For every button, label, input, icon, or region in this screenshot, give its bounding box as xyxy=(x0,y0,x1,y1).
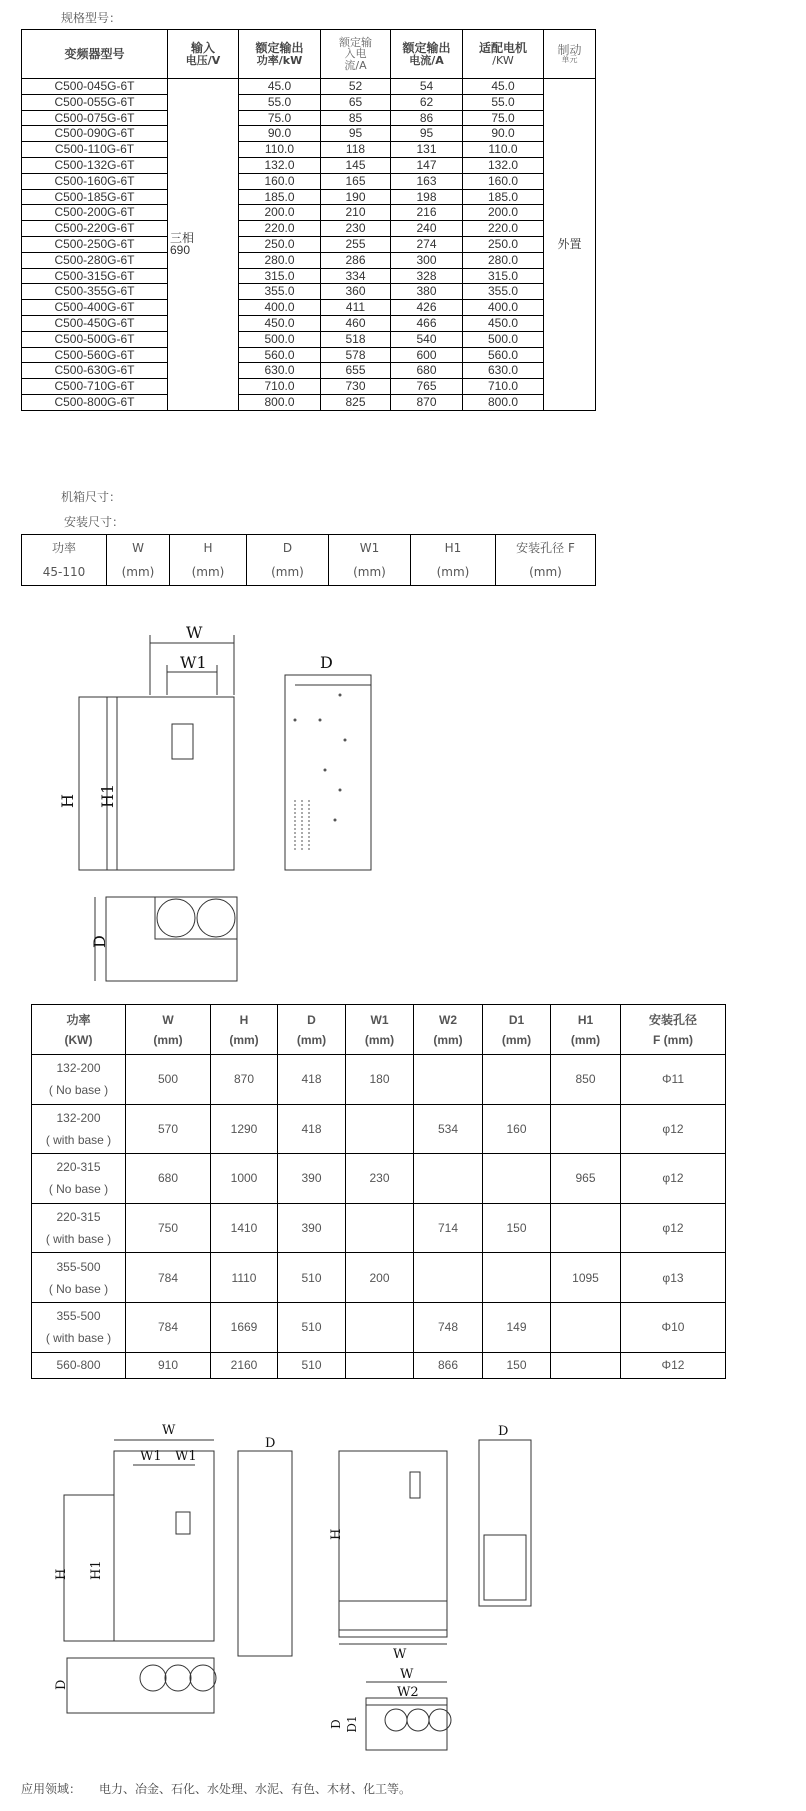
dim-header-cell xyxy=(483,1005,551,1055)
dim-header-name: 功率 xyxy=(66,1012,91,1027)
dim-value-cell: 750 xyxy=(126,1203,211,1253)
dim-value-cell: 390 xyxy=(278,1203,346,1253)
value-cell: 355.0 xyxy=(239,284,321,300)
label-d-bottom: D xyxy=(90,935,109,948)
dim-value-cell xyxy=(346,1352,414,1378)
label-w3: W xyxy=(393,1647,407,1662)
label-d-bottom2: D xyxy=(54,1679,69,1690)
dim-value-cell xyxy=(346,1203,414,1253)
dim-value-cell: 500 xyxy=(126,1055,211,1105)
dim-value-cell: 510 xyxy=(278,1302,346,1352)
dim-value-cell xyxy=(551,1203,621,1253)
value-cell: 300 xyxy=(391,252,463,268)
dim-value-cell xyxy=(551,1302,621,1352)
value-cell: 165 xyxy=(321,173,391,189)
value-cell: 630.0 xyxy=(463,363,544,379)
install-header-unit: (mm) xyxy=(121,565,155,579)
dim-header-unit: (mm) xyxy=(501,1032,532,1047)
dim-header-unit: (mm) xyxy=(364,1032,395,1047)
base-type: ( with base ) xyxy=(45,1132,112,1147)
value-cell: 118 xyxy=(321,142,391,158)
install-header-cell xyxy=(411,535,496,586)
value-cell: 220.0 xyxy=(463,221,544,237)
model-cell: C500-160G-6T xyxy=(22,173,168,189)
value-cell: 90.0 xyxy=(463,126,544,142)
value-cell: 466 xyxy=(391,315,463,331)
dim-value-cell: 1410 xyxy=(211,1203,278,1253)
value-cell: 315.0 xyxy=(463,268,544,284)
table-row xyxy=(22,268,596,284)
model-cell: C500-090G-6T xyxy=(22,126,168,142)
dim-value-cell: 510 xyxy=(278,1253,346,1303)
model-cell: C500-075G-6T xyxy=(22,110,168,126)
power-range-cell xyxy=(32,1302,126,1352)
dim-header-cell xyxy=(551,1005,621,1055)
model-cell: C500-055G-6T xyxy=(22,94,168,110)
dim-header-unit: (KW) xyxy=(64,1032,93,1047)
value-cell: 200.0 xyxy=(239,205,321,221)
dim-value-cell: Φ10 xyxy=(621,1302,726,1352)
power-range: 355-500 xyxy=(56,1259,101,1274)
label-w: W xyxy=(186,623,203,642)
value-cell: 411 xyxy=(321,300,391,316)
dim-header-name: H1 xyxy=(577,1012,594,1027)
dim-header-unit: (mm) xyxy=(296,1032,327,1047)
application-fields xyxy=(21,1780,429,1797)
install-table xyxy=(21,534,596,586)
brake-cell: 外置 xyxy=(544,79,596,411)
power-range-cell xyxy=(32,1154,126,1204)
table-row xyxy=(22,300,596,316)
table-row xyxy=(22,126,596,142)
dim-value-cell: φ12 xyxy=(621,1203,726,1253)
value-cell: 710.0 xyxy=(463,379,544,395)
value-cell: 450.0 xyxy=(463,315,544,331)
label-h1: H1 xyxy=(98,783,117,808)
drawing-large-cabinets xyxy=(0,1420,600,1760)
dim-value-cell: 230 xyxy=(346,1154,414,1204)
value-cell: 400.0 xyxy=(239,300,321,316)
dim-header-cell xyxy=(621,1005,726,1055)
value-cell: 90.0 xyxy=(239,126,321,142)
value-cell: 220.0 xyxy=(239,221,321,237)
value-cell: 131 xyxy=(391,142,463,158)
table-row xyxy=(32,1302,726,1352)
value-cell: 600 xyxy=(391,347,463,363)
value-cell: 240 xyxy=(391,221,463,237)
dim-value-cell xyxy=(483,1154,551,1204)
base-type: ( No base ) xyxy=(48,1281,109,1296)
install-header-unit: (mm) xyxy=(529,565,562,579)
value-cell: 280.0 xyxy=(239,252,321,268)
table-row xyxy=(22,142,596,158)
value-cell: 210 xyxy=(321,205,391,221)
dim-value-cell: Φ11 xyxy=(621,1055,726,1105)
value-cell: 328 xyxy=(391,268,463,284)
value-cell: 500.0 xyxy=(239,331,321,347)
dim-value-cell: 180 xyxy=(346,1055,414,1105)
value-cell: 286 xyxy=(321,252,391,268)
header-output-current: 额定输出 电流/A xyxy=(391,30,463,79)
dim-value-cell xyxy=(551,1104,621,1154)
model-cell: C500-185G-6T xyxy=(22,189,168,205)
install-label: 安装尺寸： xyxy=(64,515,125,529)
install-header-unit: (mm) xyxy=(353,565,386,579)
value-cell: 426 xyxy=(391,300,463,316)
table-row xyxy=(22,189,596,205)
model-cell: C500-355G-6T xyxy=(22,284,168,300)
base-type: ( with base ) xyxy=(45,1331,112,1346)
value-cell: 274 xyxy=(391,236,463,252)
value-cell: 560.0 xyxy=(239,347,321,363)
install-header-unit: (mm) xyxy=(271,565,304,579)
install-header-cell xyxy=(247,535,329,586)
label-w1-a: W1 xyxy=(140,1449,162,1464)
dim-header-name: 安装孔径 xyxy=(648,1012,697,1027)
install-header-cell xyxy=(329,535,411,586)
drawing-small-cabinet xyxy=(0,620,400,990)
value-cell: 110.0 xyxy=(239,142,321,158)
dim-header-unit: (mm) xyxy=(570,1032,601,1047)
value-cell: 75.0 xyxy=(463,110,544,126)
table-row xyxy=(22,94,596,110)
install-header-cell xyxy=(107,535,170,586)
power-range: 132-200 xyxy=(56,1061,101,1076)
install-header-unit: 45-110 xyxy=(42,565,86,579)
dim-header-name: W2 xyxy=(439,1012,457,1027)
dim-value-cell: 418 xyxy=(278,1104,346,1154)
label-h: H xyxy=(58,794,77,808)
value-cell: 730 xyxy=(321,379,391,395)
value-cell: 250.0 xyxy=(463,236,544,252)
value-cell: 200.0 xyxy=(463,205,544,221)
spec-label: 规格型号： xyxy=(61,11,122,25)
value-cell: 147 xyxy=(391,157,463,173)
header-input-voltage: 输入 电压/V xyxy=(168,30,239,79)
value-cell: 400.0 xyxy=(463,300,544,316)
input-voltage-cell xyxy=(168,79,239,411)
dim-header-cell xyxy=(346,1005,414,1055)
value-cell: 52 xyxy=(321,79,391,95)
dim-value-cell: 850 xyxy=(551,1055,621,1105)
dim-value-cell: 510 xyxy=(278,1352,346,1378)
dim-value-cell: φ13 xyxy=(621,1253,726,1303)
value-cell: 62 xyxy=(391,94,463,110)
dim-value-cell xyxy=(483,1253,551,1303)
value-cell: 75.0 xyxy=(239,110,321,126)
value-cell: 160.0 xyxy=(463,173,544,189)
value-cell: 825 xyxy=(321,394,391,410)
value-cell: 45.0 xyxy=(463,79,544,95)
install-header-name: W xyxy=(132,541,144,555)
model-cell: C500-400G-6T xyxy=(22,300,168,316)
label-w1-b: W1 xyxy=(175,1449,197,1464)
install-header-name: H1 xyxy=(444,541,462,555)
value-cell: 518 xyxy=(321,331,391,347)
dim-value-cell: 910 xyxy=(126,1352,211,1378)
table-row xyxy=(32,1104,726,1154)
dim-value-cell xyxy=(414,1253,483,1303)
label-d-bottom3: D xyxy=(329,1719,343,1729)
dim-header-cell xyxy=(278,1005,346,1055)
value-cell: 870 xyxy=(391,394,463,410)
dim-value-cell xyxy=(414,1154,483,1204)
value-cell: 54 xyxy=(391,79,463,95)
base-type: ( No base ) xyxy=(48,1083,109,1098)
value-cell: 578 xyxy=(321,347,391,363)
table-row xyxy=(32,1055,726,1105)
label-d3: D xyxy=(498,1424,509,1439)
model-cell: C500-500G-6T xyxy=(22,331,168,347)
table-row xyxy=(22,173,596,189)
value-cell: 255 xyxy=(321,236,391,252)
value-cell: 55.0 xyxy=(463,94,544,110)
header-input-current: 额定输 入电 流/A xyxy=(321,30,391,79)
value-cell: 110.0 xyxy=(463,142,544,158)
install-header-cell xyxy=(22,535,107,586)
value-cell: 86 xyxy=(391,110,463,126)
dim-header-unit: (mm) xyxy=(229,1032,259,1047)
dim-value-cell: 870 xyxy=(211,1055,278,1105)
value-cell: 160.0 xyxy=(239,173,321,189)
dim-header-cell xyxy=(126,1005,211,1055)
table-row xyxy=(22,347,596,363)
install-header-name: H xyxy=(203,541,213,555)
value-cell: 315.0 xyxy=(239,268,321,284)
value-cell: 185.0 xyxy=(239,189,321,205)
dim-header-cell xyxy=(32,1005,126,1055)
table-row xyxy=(22,110,596,126)
power-range: 220-315 xyxy=(56,1210,101,1225)
table-row xyxy=(22,79,596,95)
dim-header-unit: F (mm) xyxy=(653,1032,693,1047)
value-cell: 198 xyxy=(391,189,463,205)
dim-header-name: W xyxy=(162,1012,174,1027)
dim-value-cell: 160 xyxy=(483,1104,551,1154)
footer-label: 应用领域： xyxy=(21,1782,82,1796)
dim-value-cell: 150 xyxy=(483,1352,551,1378)
dim-header-unit: (mm) xyxy=(433,1032,463,1047)
dim-value-cell: 2160 xyxy=(211,1352,278,1378)
install-header-name: W1 xyxy=(359,541,380,555)
value-cell: 95 xyxy=(321,126,391,142)
label-w1: W1 xyxy=(180,653,207,672)
dim-value-cell: 570 xyxy=(126,1104,211,1154)
table-row xyxy=(22,363,596,379)
model-cell: C500-450G-6T xyxy=(22,315,168,331)
dim-value-cell xyxy=(483,1055,551,1105)
dim-value-cell: 150 xyxy=(483,1203,551,1253)
value-cell: 630.0 xyxy=(239,363,321,379)
dim-value-cell: 1290 xyxy=(211,1104,278,1154)
model-cell: C500-280G-6T xyxy=(22,252,168,268)
power-range-cell xyxy=(32,1352,126,1378)
dim-value-cell: 784 xyxy=(126,1253,211,1303)
dim-value-cell: 200 xyxy=(346,1253,414,1303)
model-cell: C500-200G-6T xyxy=(22,205,168,221)
dim-value-cell: 965 xyxy=(551,1154,621,1204)
dim-value-cell: 418 xyxy=(278,1055,346,1105)
value-cell: 250.0 xyxy=(239,236,321,252)
table-row xyxy=(32,1253,726,1303)
input-voltage: 三相 690 xyxy=(170,230,195,258)
value-cell: 800.0 xyxy=(463,394,544,410)
cabinet-label: 机箱尺寸： xyxy=(61,490,122,504)
model-cell: C500-800G-6T xyxy=(22,394,168,410)
install-header-cell xyxy=(496,535,596,586)
value-cell: 540 xyxy=(391,331,463,347)
power-range: 560-800 xyxy=(56,1358,101,1373)
value-cell: 216 xyxy=(391,205,463,221)
install-header-unit: (mm) xyxy=(436,565,470,579)
base-type: ( No base ) xyxy=(48,1182,109,1197)
install-header-unit: (mm) xyxy=(191,565,225,579)
model-cell: C500-710G-6T xyxy=(22,379,168,395)
footer-value: 电力、冶金、石化、水处理、水泥、有色、木材、化工等。 xyxy=(99,1782,412,1796)
value-cell: 360 xyxy=(321,284,391,300)
header-rated-power: 额定输出 功率/kW xyxy=(239,30,321,79)
model-cell: C500-045G-6T xyxy=(22,79,168,95)
value-cell: 655 xyxy=(321,363,391,379)
label-w-bottom3: W xyxy=(400,1667,414,1682)
dim-value-cell: 149 xyxy=(483,1302,551,1352)
power-range: 220-315 xyxy=(56,1160,101,1175)
dim-value-cell: 714 xyxy=(414,1203,483,1253)
value-cell: 280.0 xyxy=(463,252,544,268)
dim-value-cell: Φ12 xyxy=(621,1352,726,1378)
dim-value-cell: 534 xyxy=(414,1104,483,1154)
value-cell: 145 xyxy=(321,157,391,173)
value-cell: 85 xyxy=(321,110,391,126)
value-cell: 380 xyxy=(391,284,463,300)
table-row xyxy=(32,1154,726,1204)
dim-value-cell: 1000 xyxy=(211,1154,278,1204)
table-row xyxy=(32,1352,726,1378)
header-brake: 制动 单元 xyxy=(544,30,596,79)
value-cell: 500.0 xyxy=(463,331,544,347)
value-cell: 334 xyxy=(321,268,391,284)
value-cell: 710.0 xyxy=(239,379,321,395)
dim-header-name: W1 xyxy=(370,1012,389,1027)
value-cell: 163 xyxy=(391,173,463,189)
table-row xyxy=(22,394,596,410)
dim-header-name: D1 xyxy=(508,1012,525,1027)
model-cell: C500-560G-6T xyxy=(22,347,168,363)
dim-header-cell xyxy=(414,1005,483,1055)
install-header-cell xyxy=(170,535,247,586)
value-cell: 460 xyxy=(321,315,391,331)
table-row xyxy=(22,157,596,173)
value-cell: 132.0 xyxy=(239,157,321,173)
label-h3: H xyxy=(329,1528,344,1540)
dim-value-cell xyxy=(551,1352,621,1378)
dim-value-cell xyxy=(346,1302,414,1352)
dim-value-cell xyxy=(414,1055,483,1105)
power-range-cell xyxy=(32,1253,126,1303)
dim-value-cell: 1110 xyxy=(211,1253,278,1303)
table-row xyxy=(22,205,596,221)
table-row xyxy=(22,252,596,268)
label-h1-2: H1 xyxy=(89,1560,104,1580)
value-cell: 450.0 xyxy=(239,315,321,331)
dim-value-cell xyxy=(346,1104,414,1154)
table-row xyxy=(22,315,596,331)
model-cell: C500-220G-6T xyxy=(22,221,168,237)
base-type: ( with base ) xyxy=(45,1232,112,1247)
dim-header-cell xyxy=(211,1005,278,1055)
model-cell: C500-110G-6T xyxy=(22,142,168,158)
power-range-cell xyxy=(32,1055,126,1105)
dim-value-cell: φ12 xyxy=(621,1104,726,1154)
value-cell: 190 xyxy=(321,189,391,205)
header-motor: 适配电机 /KW xyxy=(463,30,544,79)
table-row xyxy=(22,221,596,237)
table-row xyxy=(22,236,596,252)
value-cell: 355.0 xyxy=(463,284,544,300)
label-d2: D xyxy=(265,1436,276,1451)
dimension-table xyxy=(31,1004,726,1379)
table-row xyxy=(22,379,596,395)
dim-header-name: H xyxy=(239,1012,249,1027)
power-range: 132-200 xyxy=(56,1110,101,1125)
label-w2: W xyxy=(162,1423,176,1438)
value-cell: 230 xyxy=(321,221,391,237)
dim-value-cell: 784 xyxy=(126,1302,211,1352)
label-h2: H xyxy=(54,1568,69,1580)
dim-value-cell: 1095 xyxy=(551,1253,621,1303)
value-cell: 560.0 xyxy=(463,347,544,363)
value-cell: 800.0 xyxy=(239,394,321,410)
power-range: 355-500 xyxy=(56,1309,101,1324)
label-d: D xyxy=(320,653,333,672)
model-cell: C500-315G-6T xyxy=(22,268,168,284)
table-row xyxy=(32,1203,726,1253)
dim-value-cell: φ12 xyxy=(621,1154,726,1204)
header-model: 变频器型号 xyxy=(22,30,168,79)
dim-value-cell: 390 xyxy=(278,1154,346,1204)
dim-header-unit: (mm) xyxy=(153,1032,183,1047)
value-cell: 765 xyxy=(391,379,463,395)
value-cell: 680 xyxy=(391,363,463,379)
value-cell: 45.0 xyxy=(239,79,321,95)
model-cell: C500-250G-6T xyxy=(22,236,168,252)
power-range-cell xyxy=(32,1203,126,1253)
dim-value-cell: 1669 xyxy=(211,1302,278,1352)
dim-header-name: D xyxy=(307,1012,316,1027)
value-cell: 132.0 xyxy=(463,157,544,173)
table-row xyxy=(22,284,596,300)
value-cell: 95 xyxy=(391,126,463,142)
dim-value-cell: 748 xyxy=(414,1302,483,1352)
label-d1: D1 xyxy=(345,1715,359,1733)
value-cell: 55.0 xyxy=(239,94,321,110)
install-header-name: 安装孔径 F xyxy=(516,541,575,555)
table-row xyxy=(22,331,596,347)
model-cell: C500-132G-6T xyxy=(22,157,168,173)
install-header-name: 功率 xyxy=(51,541,76,555)
spec-table xyxy=(21,29,596,411)
value-cell: 185.0 xyxy=(463,189,544,205)
model-cell: C500-630G-6T xyxy=(22,363,168,379)
label-w2-bottom: W2 xyxy=(397,1685,419,1700)
dim-value-cell: 680 xyxy=(126,1154,211,1204)
install-header-name: D xyxy=(282,541,293,555)
value-cell: 65 xyxy=(321,94,391,110)
power-range-cell xyxy=(32,1104,126,1154)
dim-value-cell: 866 xyxy=(414,1352,483,1378)
